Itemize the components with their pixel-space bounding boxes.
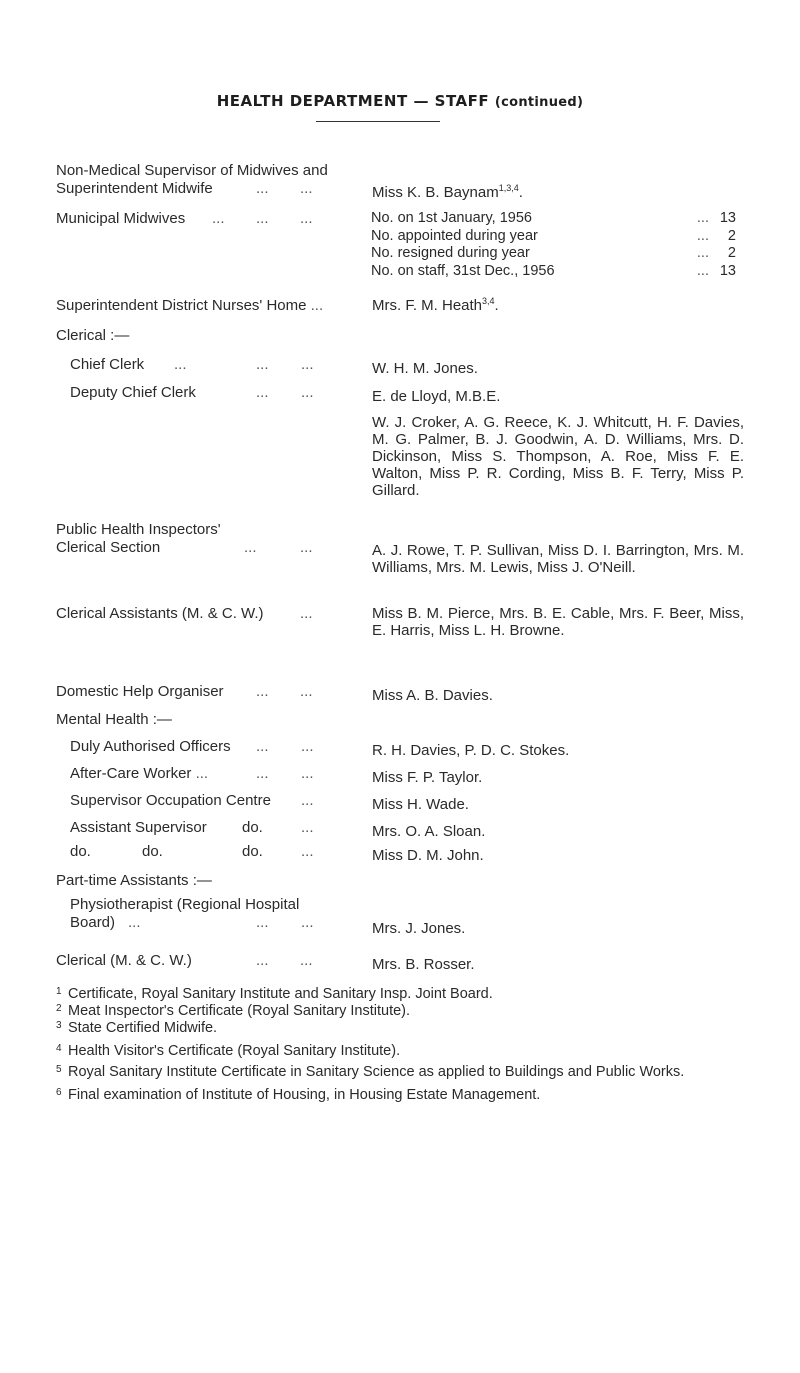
label-text: Chief Clerk — [70, 356, 145, 373]
leader-dots: ... — [300, 539, 313, 556]
footnote-text: Royal Sanitary Institute Certificate in Sanitary Science as applied to Buildings and Public Works. — [68, 1064, 685, 1080]
count-number: 13 — [719, 262, 736, 279]
leader-dots: ... — [696, 245, 709, 261]
count-line — [371, 245, 771, 263]
leader-dots: ... — [256, 210, 269, 227]
ditto-mark: do. — [142, 843, 163, 860]
count-text: No. resigned during year — [371, 245, 530, 261]
leader-dots: ... — [256, 180, 269, 197]
footnote-number: 3 — [56, 1020, 62, 1031]
page-title — [0, 92, 800, 110]
label-text: Clerical Section — [56, 539, 161, 556]
entry-value: Miss D. M. John. — [372, 847, 484, 864]
entry-value: W. H. M. Jones. — [372, 360, 478, 377]
leader-dots: ... — [696, 210, 709, 226]
title-continued: (continued) — [494, 95, 584, 110]
entry-label — [70, 738, 342, 756]
entry-value: Mrs. J. Jones. — [372, 920, 466, 937]
footnote — [56, 1043, 756, 1060]
entry-label — [56, 605, 376, 623]
footnote-text: Meat Inspector's Certificate (Royal Sanitary Institute). — [68, 1003, 411, 1019]
entry-value: Mrs. O. A. Sloan. — [372, 823, 486, 840]
leader-dots: ... — [244, 539, 257, 556]
entry-value: Miss H. Wade. — [372, 796, 469, 813]
entry-value — [372, 184, 744, 202]
entry-label — [56, 952, 328, 970]
leader-dots: ... — [310, 297, 324, 314]
entry-label — [70, 896, 370, 932]
count-text: No. on 1st January, 1956 — [371, 210, 532, 226]
entry-label: Non-Medical Supervisor of Midwives and — [56, 162, 328, 179]
leader-dots: ... — [301, 738, 314, 755]
leader-dots: ... — [696, 262, 709, 279]
entry-label — [70, 384, 342, 402]
count-line — [371, 263, 771, 281]
footnote-ref: 1,3,4 — [498, 183, 519, 193]
ditto-mark: do. — [242, 819, 263, 836]
entry-label — [56, 297, 376, 315]
entry-label — [56, 521, 328, 557]
leader-dots: ... — [256, 914, 269, 931]
footnote-number: 6 — [56, 1087, 62, 1098]
entry-value: Miss F. P. Taylor. — [372, 769, 483, 786]
count-text: No. on staff, 31st Dec., 1956 — [371, 262, 555, 279]
leader-dots: ... — [256, 952, 269, 969]
footnote-number: 2 — [56, 1003, 62, 1014]
leader-dots: ... — [301, 792, 314, 809]
footnote-text: State Certified Midwife. — [68, 1020, 218, 1036]
label-text: Municipal Midwives — [56, 210, 186, 227]
leader-dots: ... — [300, 605, 313, 622]
footnote-text: Certificate, Royal Sanitary Institute and Sanitary Insp. Joint Board. — [68, 986, 493, 1002]
label-text: Deputy Chief Clerk — [70, 384, 196, 401]
title-underline — [316, 121, 440, 122]
entry-label — [70, 819, 342, 837]
footnotes — [56, 986, 756, 1104]
label-text: Superintendent District Nurses' Home — [56, 297, 307, 314]
entry-value: R. H. Davies, P. D. C. Stokes. — [372, 742, 570, 759]
count-text: No. appointed during year — [371, 227, 538, 244]
leader-dots: ... — [301, 914, 314, 931]
entry-label — [56, 210, 328, 228]
title-text: HEALTH DEPARTMENT — STAFF — [216, 92, 490, 110]
leader-dots: ... — [301, 356, 314, 373]
leader-dots: ... — [256, 738, 269, 755]
label-text: Duly Authorised Officers — [70, 738, 231, 755]
entry-value: W. J. Croker, A. G. Reece, K. J. Whitcutt, H. F. Davies, M. G. Palmer, B. J. Goodwin, A. D. Williams, Mrs. D. Dickinson, Miss S. Thompson, A. Roe, Miss F. E. Walton, Miss P. R. Cording, Miss B. F. Terry, Miss P. Gillard. — [372, 414, 744, 499]
count-line — [371, 210, 771, 228]
value-text: Mrs. F. M. Heath — [372, 297, 483, 314]
section-heading: Mental Health :— — [56, 711, 172, 728]
footnote — [56, 1020, 756, 1037]
leader-dots: ... — [300, 210, 313, 227]
midwife-counts — [371, 210, 771, 280]
entry-value — [372, 297, 744, 315]
value-end: . — [518, 184, 523, 201]
footnote-text: Final examination of Institute of Housing, in Housing Estate Management. — [68, 1087, 541, 1103]
label-text: Clerical Assistants (M. & C. W.) — [56, 605, 264, 622]
label-text: Supervisor Occupation Centre — [70, 792, 271, 809]
leader-dots: ... — [300, 180, 313, 197]
entry-label — [56, 180, 328, 198]
entry-value: A. J. Rowe, T. P. Sullivan, Miss D. I. Barrington, Mrs. M. Williams, Mrs. M. Lewis, Miss J. O'Neill. — [372, 542, 744, 576]
entry-label — [70, 792, 342, 810]
entry-value: E. de Lloyd, M.B.E. — [372, 388, 501, 405]
leader-dots: ... — [212, 210, 225, 227]
leader-dots: ... — [128, 914, 141, 931]
leader-dots: ... — [301, 384, 314, 401]
leader-dots: ... — [256, 683, 269, 700]
leader-dots: ... — [696, 227, 709, 244]
section-heading: Clerical :— — [56, 327, 130, 344]
leader-dots: ... — [256, 356, 269, 373]
label-line: Physiotherapist (Regional Hospital — [70, 896, 300, 913]
entry-value: Mrs. B. Rosser. — [372, 956, 475, 973]
footnote-text: Health Visitor's Certificate (Royal Sanitary Institute). — [68, 1043, 401, 1059]
label-text: Domestic Help Organiser — [56, 683, 224, 700]
entry-label — [56, 683, 328, 701]
count-number: 13 — [719, 210, 736, 226]
count-number: 2 — [727, 245, 736, 261]
entry-value: Miss A. B. Davies. — [372, 687, 493, 704]
leader-dots: ... — [256, 384, 269, 401]
footnote-number: 1 — [56, 986, 62, 997]
footnote — [56, 1087, 756, 1104]
footnote — [56, 1064, 756, 1081]
label-text: After-Care Worker — [70, 765, 192, 782]
footnote-ref: 3,4 — [482, 296, 495, 306]
label-line — [70, 914, 370, 932]
leader-dots: ... — [300, 683, 313, 700]
entry-label — [70, 765, 342, 783]
label-text: Superintendent Midwife — [56, 180, 213, 197]
footnote-number: 4 — [56, 1043, 62, 1054]
label-line: Public Health Inspectors' — [56, 521, 221, 538]
label-text: Clerical (M. & C. W.) — [56, 952, 192, 969]
count-line — [371, 228, 771, 246]
footnote — [56, 986, 756, 1003]
leader-dots: ... — [195, 765, 209, 782]
leader-dots: ... — [301, 765, 314, 782]
section-heading: Part-time Assistants :— — [56, 872, 212, 889]
label-line — [56, 539, 328, 557]
value-text: Miss K. B. Baynam — [372, 184, 499, 201]
entry-value: Miss B. M. Pierce, Mrs. B. E. Cable, Mrs. F. Beer, Miss, E. Harris, Miss L. H. Browne. — [372, 605, 744, 639]
label-text: Assistant Supervisor — [70, 819, 207, 836]
value-end: . — [494, 297, 499, 314]
ditto-mark: do. — [70, 843, 91, 860]
count-number: 2 — [727, 227, 736, 244]
leader-dots: ... — [256, 765, 269, 782]
label-text: Board) — [70, 914, 116, 931]
leader-dots: ... — [301, 819, 314, 836]
ditto-mark: do. — [242, 843, 263, 860]
leader-dots: ... — [300, 952, 313, 969]
leader-dots: ... — [301, 843, 314, 860]
leader-dots: ... — [174, 356, 187, 373]
footnote-number: 5 — [56, 1064, 62, 1075]
footnote — [56, 1003, 756, 1020]
entry-label — [70, 356, 342, 374]
